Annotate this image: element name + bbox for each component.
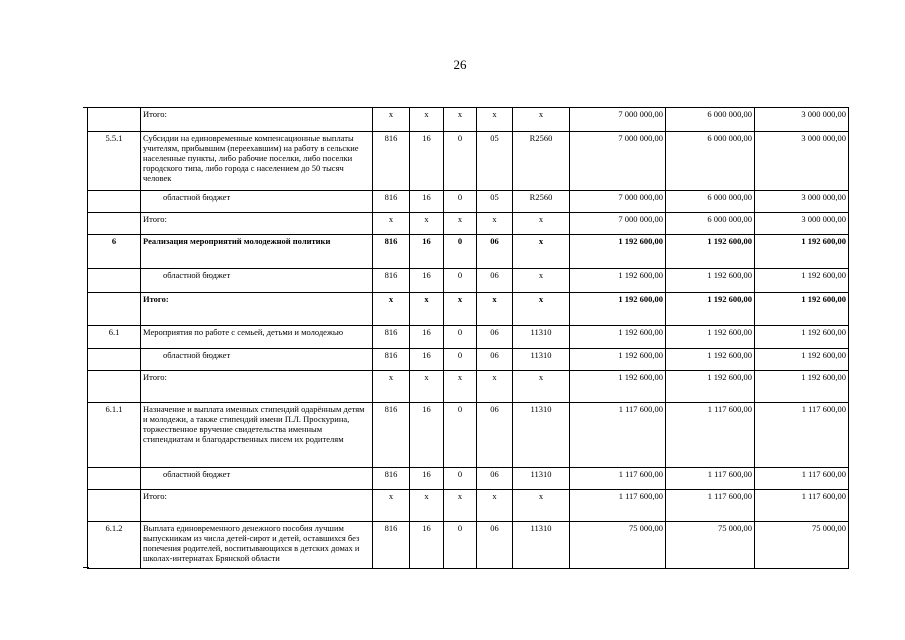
code-target: x xyxy=(513,490,570,522)
row-name: областной бюджет xyxy=(141,349,373,371)
code-section: 16 xyxy=(410,468,444,490)
amount-year-2: 1 117 600,00 xyxy=(666,468,755,490)
row-number: 6.1.2 xyxy=(88,522,141,569)
code-program: 06 xyxy=(477,326,513,349)
code-gr: 816 xyxy=(373,132,410,191)
code-section: 16 xyxy=(410,522,444,569)
amount-year-2: 1 192 600,00 xyxy=(666,349,755,371)
row-name: Итого: xyxy=(141,371,373,403)
amount-year-3: 3 000 000,00 xyxy=(755,108,849,132)
code-section: x xyxy=(410,213,444,235)
code-program: 05 xyxy=(477,191,513,213)
amount-year-3: 3 000 000,00 xyxy=(755,213,849,235)
code-program: 05 xyxy=(477,132,513,191)
code-program: x xyxy=(477,213,513,235)
code-target: 11310 xyxy=(513,349,570,371)
row-number: 5.5.1 xyxy=(88,132,141,191)
row-name: областной бюджет xyxy=(141,191,373,213)
table-row xyxy=(88,371,849,403)
row-name: Назначение и выплата именных стипендий одарённым детям и молодежи, а также стипендий имени П.Л. Проскурина, торжественное вручение свидетельства именным стипендиатам и благодарственных писем их родителям xyxy=(141,403,373,468)
amount-year-1: 1 117 600,00 xyxy=(570,403,666,468)
table-body xyxy=(88,108,849,569)
code-subsection: 0 xyxy=(444,235,477,269)
row-number: 6.1.1 xyxy=(88,403,141,468)
amount-year-1: 1 192 600,00 xyxy=(570,269,666,293)
row-name: Итого: xyxy=(141,108,373,132)
amount-year-3: 1 192 600,00 xyxy=(755,326,849,349)
amount-year-1: 75 000,00 xyxy=(570,522,666,569)
row-name: Субсидии на единовременные компенсационные выплаты учителям, прибывшим (переехавшим) на работу в сельские населенные пункты, либо рабочие поселки, либо поселки городского типа, либо города с населением до 50 тысяч человек xyxy=(141,132,373,191)
amount-year-2: 6 000 000,00 xyxy=(666,191,755,213)
code-subsection: 0 xyxy=(444,522,477,569)
code-program: 06 xyxy=(477,269,513,293)
code-target: x xyxy=(513,293,570,326)
code-section: 16 xyxy=(410,235,444,269)
row-name: областной бюджет xyxy=(141,269,373,293)
table-row xyxy=(88,403,849,468)
amount-year-3: 1 117 600,00 xyxy=(755,403,849,468)
amount-year-2: 6 000 000,00 xyxy=(666,213,755,235)
code-gr: 816 xyxy=(373,326,410,349)
table-row xyxy=(88,108,849,132)
amount-year-1: 1 192 600,00 xyxy=(570,371,666,403)
amount-year-3: 1 117 600,00 xyxy=(755,490,849,522)
row-name: Итого: xyxy=(141,213,373,235)
code-target: 11310 xyxy=(513,468,570,490)
amount-year-1: 7 000 000,00 xyxy=(570,132,666,191)
code-section: 16 xyxy=(410,191,444,213)
row-name: Реализация мероприятий молодежной политики xyxy=(141,235,373,269)
code-program: 06 xyxy=(477,235,513,269)
code-program: x xyxy=(477,490,513,522)
code-gr: 816 xyxy=(373,349,410,371)
amount-year-1: 7 000 000,00 xyxy=(570,213,666,235)
table-row xyxy=(88,349,849,371)
amount-year-3: 1 192 600,00 xyxy=(755,235,849,269)
code-program: 06 xyxy=(477,522,513,569)
table-row xyxy=(88,326,849,349)
code-subsection: x xyxy=(444,108,477,132)
code-target: x xyxy=(513,108,570,132)
amount-year-3: 1 192 600,00 xyxy=(755,293,849,326)
amount-year-1: 1 192 600,00 xyxy=(570,326,666,349)
code-section: x xyxy=(410,293,444,326)
code-section: 16 xyxy=(410,269,444,293)
row-name: областной бюджет xyxy=(141,468,373,490)
row-number xyxy=(88,349,141,371)
row-number xyxy=(88,293,141,326)
code-section: x xyxy=(410,490,444,522)
table-row xyxy=(88,468,849,490)
row-number xyxy=(88,490,141,522)
code-gr: x xyxy=(373,108,410,132)
table-row xyxy=(88,522,849,569)
code-target: 11310 xyxy=(513,403,570,468)
row-number: 6.1 xyxy=(88,326,141,349)
code-gr: 816 xyxy=(373,468,410,490)
row-number xyxy=(88,468,141,490)
code-gr: 816 xyxy=(373,403,410,468)
table-row xyxy=(88,213,849,235)
amount-year-2: 75 000,00 xyxy=(666,522,755,569)
code-target: R2560 xyxy=(513,132,570,191)
code-program: x xyxy=(477,371,513,403)
table-row xyxy=(88,191,849,213)
code-subsection: x xyxy=(444,371,477,403)
code-subsection: 0 xyxy=(444,468,477,490)
amount-year-3: 1 192 600,00 xyxy=(755,269,849,293)
table-row xyxy=(88,269,849,293)
table-row xyxy=(88,132,849,191)
row-number xyxy=(88,108,141,132)
row-number xyxy=(88,213,141,235)
row-name: Мероприятия по работе с семьей, детьми и молодежью xyxy=(141,326,373,349)
code-target: 11310 xyxy=(513,522,570,569)
code-subsection: 0 xyxy=(444,132,477,191)
code-gr: 816 xyxy=(373,191,410,213)
code-gr: x xyxy=(373,213,410,235)
amount-year-1: 1 192 600,00 xyxy=(570,349,666,371)
amount-year-3: 1 192 600,00 xyxy=(755,371,849,403)
row-name: Выплата единовременного денежного пособия лучшим выпускникам из числа детей-сирот и детей, оставшихся без попечения родителей, воспитывающихся в детских домах и школах-интернатах Брянской области xyxy=(141,522,373,569)
code-subsection: 0 xyxy=(444,349,477,371)
amount-year-1: 1 192 600,00 xyxy=(570,293,666,326)
amount-year-2: 6 000 000,00 xyxy=(666,108,755,132)
amount-year-2: 6 000 000,00 xyxy=(666,132,755,191)
row-number xyxy=(88,371,141,403)
code-program: x xyxy=(477,293,513,326)
amount-year-1: 1 117 600,00 xyxy=(570,490,666,522)
row-number xyxy=(88,269,141,293)
amount-year-1: 7 000 000,00 xyxy=(570,108,666,132)
amount-year-3: 1 192 600,00 xyxy=(755,349,849,371)
code-target: x xyxy=(513,213,570,235)
row-number: 6 xyxy=(88,235,141,269)
code-gr: 816 xyxy=(373,522,410,569)
table-row xyxy=(88,293,849,326)
code-subsection: 0 xyxy=(444,403,477,468)
code-gr: 816 xyxy=(373,269,410,293)
code-target: x xyxy=(513,371,570,403)
amount-year-3: 1 117 600,00 xyxy=(755,468,849,490)
row-name: Итого: xyxy=(141,490,373,522)
amount-year-3: 3 000 000,00 xyxy=(755,132,849,191)
table-row xyxy=(88,490,849,522)
code-program: 06 xyxy=(477,403,513,468)
amount-year-3: 75 000,00 xyxy=(755,522,849,569)
page-number: 26 xyxy=(453,57,467,72)
code-section: 16 xyxy=(410,132,444,191)
amount-year-3: 3 000 000,00 xyxy=(755,191,849,213)
code-gr: x xyxy=(373,293,410,326)
amount-year-1: 1 192 600,00 xyxy=(570,235,666,269)
amount-year-2: 1 192 600,00 xyxy=(666,235,755,269)
amount-year-2: 1 192 600,00 xyxy=(666,293,755,326)
code-target: R2560 xyxy=(513,191,570,213)
code-target: x xyxy=(513,235,570,269)
code-program: 06 xyxy=(477,349,513,371)
row-number xyxy=(88,191,141,213)
amount-year-2: 1 192 600,00 xyxy=(666,326,755,349)
amount-year-1: 7 000 000,00 xyxy=(570,191,666,213)
amount-year-2: 1 192 600,00 xyxy=(666,371,755,403)
code-gr: x xyxy=(373,490,410,522)
row-name: Итого: xyxy=(141,293,373,326)
table-row xyxy=(88,235,849,269)
code-target: x xyxy=(513,269,570,293)
code-subsection: 0 xyxy=(444,326,477,349)
code-section: 16 xyxy=(410,403,444,468)
code-subsection: 0 xyxy=(444,269,477,293)
code-subsection: x xyxy=(444,213,477,235)
budget-table xyxy=(87,107,849,569)
code-subsection: x xyxy=(444,490,477,522)
code-section: 16 xyxy=(410,326,444,349)
code-program: 06 xyxy=(477,468,513,490)
code-subsection: x xyxy=(444,293,477,326)
code-section: x xyxy=(410,371,444,403)
code-program: x xyxy=(477,108,513,132)
amount-year-2: 1 192 600,00 xyxy=(666,269,755,293)
code-target: 11310 xyxy=(513,326,570,349)
code-section: x xyxy=(410,108,444,132)
code-gr: 816 xyxy=(373,235,410,269)
amount-year-2: 1 117 600,00 xyxy=(666,490,755,522)
code-subsection: 0 xyxy=(444,191,477,213)
code-gr: x xyxy=(373,371,410,403)
amount-year-2: 1 117 600,00 xyxy=(666,403,755,468)
amount-year-1: 1 117 600,00 xyxy=(570,468,666,490)
code-section: 16 xyxy=(410,349,444,371)
